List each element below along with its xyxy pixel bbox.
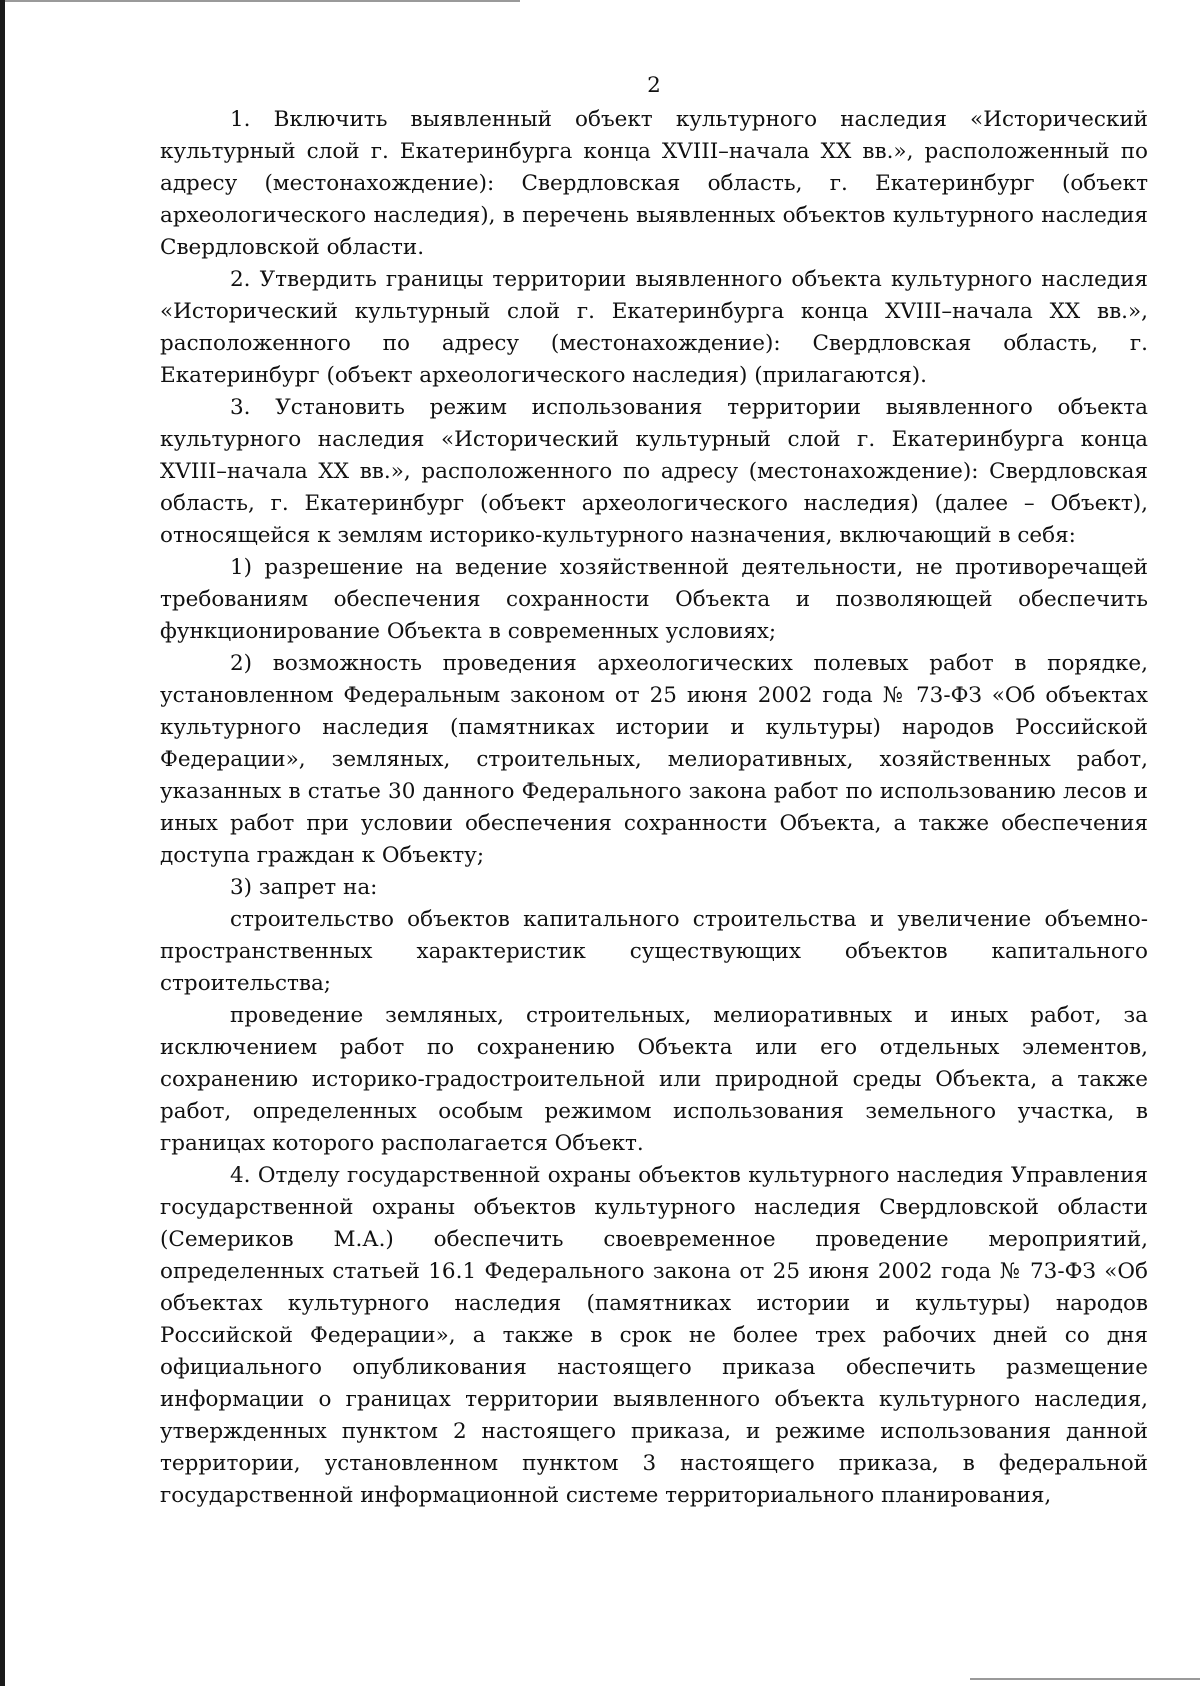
- paragraph-subitem-2: 2) возможность проведения археологических полевых работ в порядке, установленном Федеральным законом от 25 июня 2002 года № 73-ФЗ «Об объектах культурного наследия (памятниках истории и культуры) народов Российской Федерации», земляных, строительных, мелиоративных, хозяйственных работ, указанных в статье 30 данного Федерального закона работ по использованию лесов и иных работ при условии обеспечения сохранности Объекта, а также обеспечения доступа граждан к Объекту;: [160, 651, 1148, 868]
- paragraph-subitem-1: 1) разрешение на ведение хозяйственной деятельности, не противоречащей требованиям обеспечения сохранности Объекта и позволяющей обеспечить функционирование Объекта в современных условиях;: [160, 555, 1148, 644]
- scan-border-left: [0, 0, 5, 1686]
- paragraph-subitem-3: 3) запрет на:: [230, 875, 378, 900]
- page-number: 2: [647, 73, 661, 98]
- paragraph-prohibition-construction: строительство объектов капитального строительства и увеличение объемно-пространственных характеристик существующих объектов капитального строительства;: [160, 907, 1148, 996]
- document-page: [160, 70, 1148, 1512]
- paragraph-item-2: 2. Утвердить границы территории выявленного объекта культурного наследия «Исторический культурный слой г. Екатеринбурга конца XVIII–начала XX вв.», расположенного по адресу (местонахождение): Свердловская область, г. Екатеринбург (объект археологического наследия) (прилагаются).: [160, 267, 1148, 388]
- scan-border-bottom: [970, 1678, 1200, 1680]
- paragraph-item-1: 1. Включить выявленный объект культурного наследия «Исторический культурный слой г. Екатеринбурга конца XVIII–начала XX вв.», расположенный по адресу (местонахождение): Свердловская область, г. Екатеринбург (объект археологического наследия), в перечень выявленных объектов культурного наследия Свердловской области.: [160, 107, 1148, 260]
- paragraph-item-4: 4. Отделу государственной охраны объектов культурного наследия Управления государственной охраны объектов культурного наследия Свердловской области (Семериков М.А.) обеспечить своевременное проведение мероприятий, определенных статьей 16.1 Федерального закона от 25 июня 2002 года № 73-ФЗ «Об объектах культурного наследия (памятниках истории и культуры) народов Российской Федерации», а также в срок не более трех рабочих дней со дня официального опубликования настоящего приказа обеспечить размещение информации о границах территории выявленного объекта культурного наследия, утвержденных пунктом 2 настоящего приказа, и режиме использования данной территории, установленном пунктом 3 настоящего приказа, в федеральной государственной информационной системе территориального планирования,: [160, 1163, 1148, 1508]
- paragraph-item-3: 3. Установить режим использования территории выявленного объекта культурного наследия «Исторический культурный слой г. Екатеринбурга конца XVIII–начала XX вв.», расположенного по адресу (местонахождение): Свердловская область, г. Екатеринбург (объект археологического наследия) (далее – Объект), относящейся к землям историко-культурного назначения, включающий в себя:: [160, 395, 1148, 548]
- paragraph-prohibition-works: проведение земляных, строительных, мелиоративных и иных работ, за исключением работ по сохранению Объекта или его отдельных элементов, сохранению историко-градостроительной или природной среды Объекта, а также работ, определенных особым режимом использования земельного участка, в границах которого располагается Объект.: [160, 1003, 1148, 1156]
- scan-border-top: [0, 0, 520, 2]
